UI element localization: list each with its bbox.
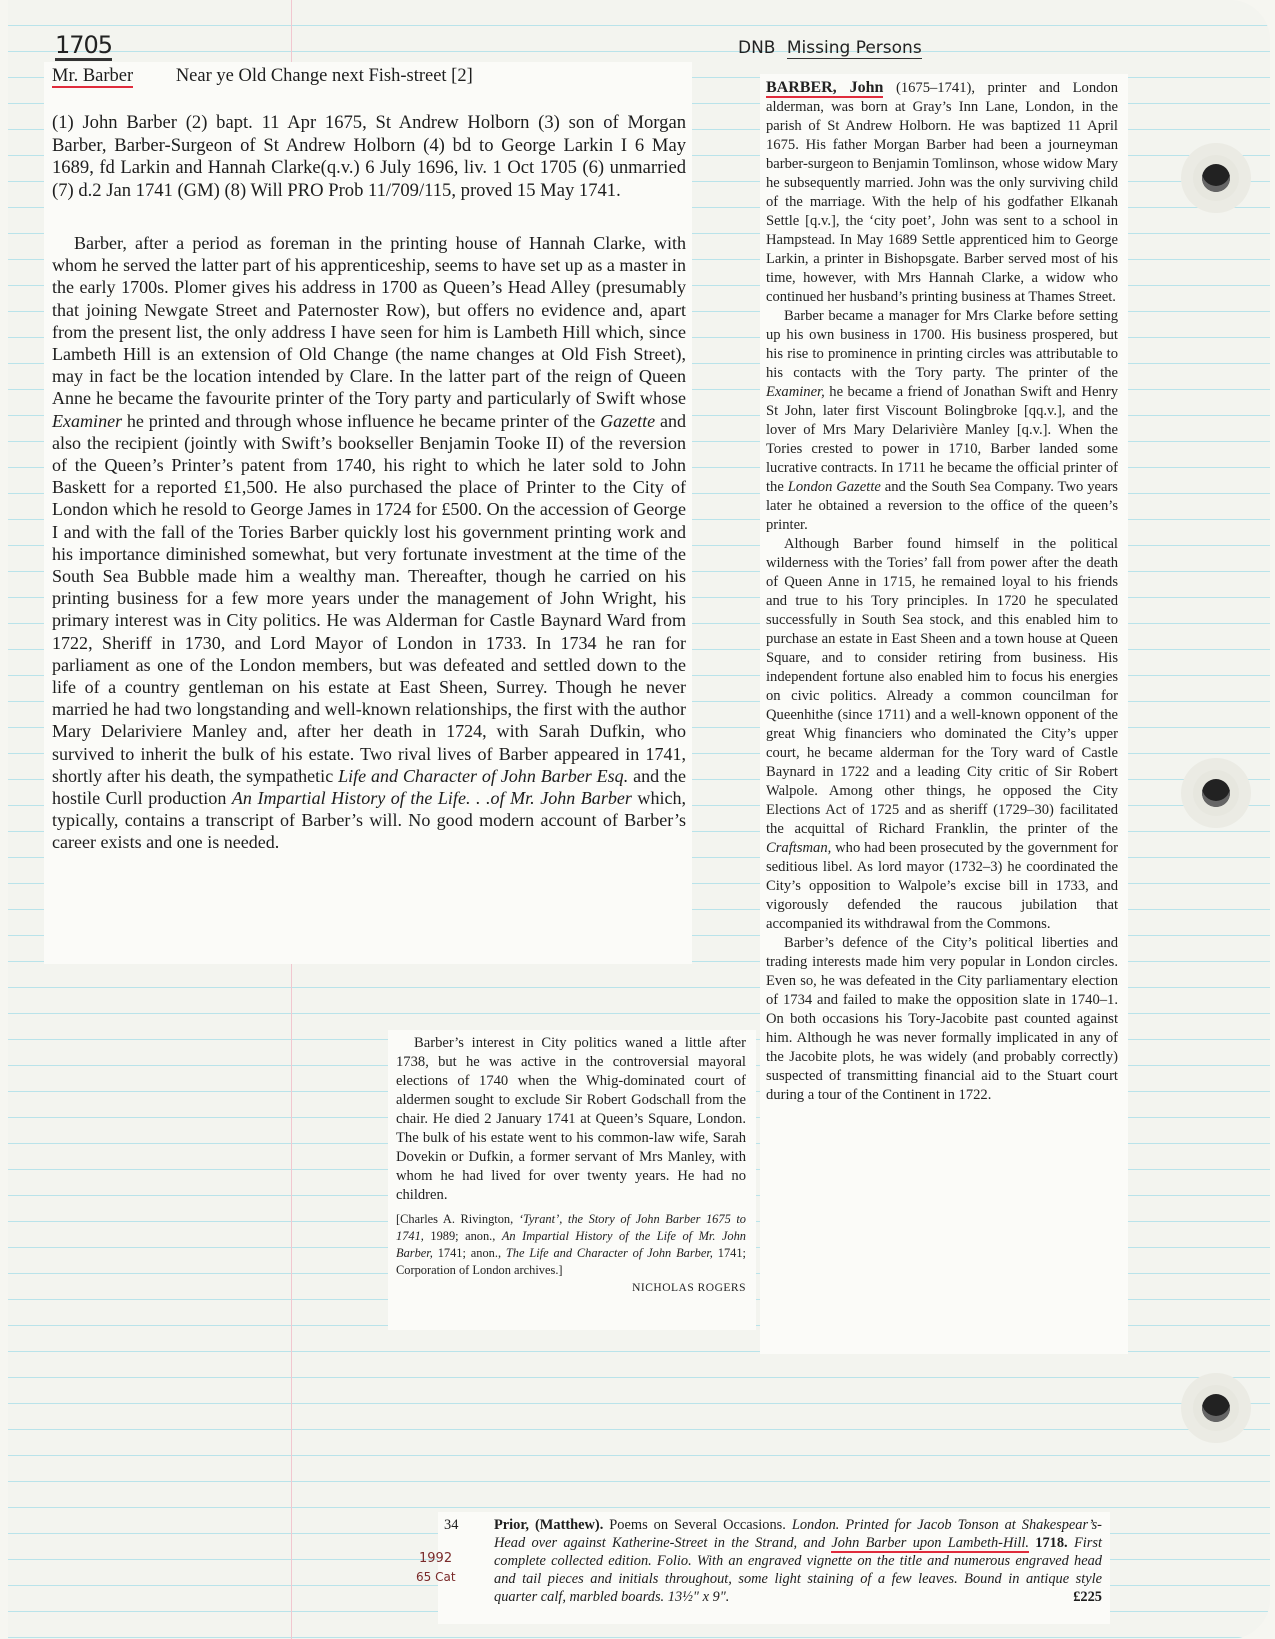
dnb-continuation-clipping [388, 1030, 756, 1330]
dnb-paragraph-4: Barber’s defence of the City’s political liberties and trading interests made him very popular in London circles. Even so, he was defeated in the City parliamentary election of 1734 and failed to make the opposition slate in 1740–1. On both occasions his Tory-Jacobite past counted against him. Although he was never formally implicated in any of the Jacobite plots, he was widely (and probably correctly) suspected of transmitting financial aid to the Stuart court during a tour of the Continent in 1722. [766, 935, 1118, 1103]
entry-body-text: and also the recipient (jointly with Swift’s bookseller Benjamin Tooke II) of the reversion of the Queen’s Printer’s patent from 1740, his right to which he later sold to John Baskett for a reported £1,500. He also purchased the place of Printer to the City of London which he resold to George James in 1724 for £500. On the accession of George I and with the fall of the Tories Barber quickly lost his government printing work and his importance diminished somewhat, but very fortunate investment at the time of the South Sea Bubble made him a wealthy man. Thereafter, though he carried on his printing business for a few more years under the management of John Wright, his primary interest was in City politics. He was Alderman for Castle Baynard Ward from 1722, Sheriff in 1730, and Lord Mayor of London in 1733. In 1734 he ran for parliament as one of the London members, but was defeated and settled down to the life of a country gentleman on his estate at East Sheen, Surrey. Though he never married he had two longstanding and well-known relationships, the first with the author Mary Delariviere Manley and, after her death in 1724, with Sarah Dufkin, who survived to inherit the bulk of his estate. Two rival lives of Barber appeared in 1741, shortly after his death, the sympathetic [52, 410, 687, 786]
catalogue-lot-number: 34 [444, 1517, 459, 1533]
dnb-paragraph-3 [766, 535, 1118, 934]
catalogue-author: Prior, (Matthew). [494, 1517, 604, 1533]
dnb-text: Although Barber found himself in the political wilderness with the Tories’ fall from power after the death of Queen Anne in 1715, he remained loyal to his friends and true to his Tory principles. In 1720 he speculated successfully in South Sea stock, and this enabled him to purchase an estate in East Sheen and a town house at Queen Square, and to consider retiring from business. His independent fortune also enabled him to focus his energies on civic politics. Already a common councilman for Queenhithe (since 1711) and a well-known opponent of the great Whig financiers who dominated the City’s upper court, he became alderman for the Tory ward of Castle Baynard in 1722 and a leading City critic of Sir Robert Walpole. Among other things, he opposed the City Elections Act of 1725 and as sheriff (1729–30) facilitated the acquittal of Richard Franklin, the printer of the [766, 536, 1118, 837]
bib-text: 1989; anon., [430, 1229, 496, 1243]
punch-hole-icon [1193, 770, 1239, 816]
punch-hole-icon [1193, 155, 1239, 201]
dnb-text: he became a friend of Jonathan Swift and Henry St John, later first Viscount Bolingbroke [qq.v.], and the lover of Mrs Mary Delarivière Manley [q.v.]. When the Tories crested to power in 1710, Barber landed some lucrative contracts. In 1711 he became the official printer of the [766, 384, 1118, 495]
entry-body-text: he printed and through whose influence he became printer of the [126, 410, 596, 431]
dnb-paragraph-5: Barber’s interest in City politics waned a little after 1738, but he was active in the controversial mayoral elections of 1740 when the Whig-dominated court of aldermen sought to exclude Sir Robert Godschall from the chair. He died 2 January 1741 at Queen’s Square, London. The bulk of his estate went to his common-law wife, Sarah Dovekin or Dufkin, a former servant of Mrs Manley, with whom he had lived for over twenty years. He had no children. [396, 1035, 746, 1203]
bib-text: 1741; anon., [437, 1246, 502, 1260]
entry-body [52, 232, 686, 854]
handwritten-margin-note: 65 Cat [416, 1570, 456, 1584]
handwritten-year: 1705 [55, 31, 113, 59]
punch-hole-icon [1193, 1385, 1239, 1431]
catalogue-title: Poems on Several Occasions. [609, 1517, 786, 1533]
dnb-headword: BARBER, John [766, 79, 884, 96]
entry-body-examiner: Examiner [52, 410, 123, 431]
bib-text: 1741; Corporation of London archives.] [396, 1246, 746, 1277]
dnb-clipping [760, 74, 1128, 1354]
entry-body-impartial-title: An Impartial History of the Life. . .of Mr. John Barber [231, 788, 632, 809]
catalogue-clipping [438, 1512, 1110, 1624]
dnb-paragraph-1 [766, 78, 1118, 307]
bib-life-title: The Life and Character of John Barber, [505, 1246, 713, 1260]
bib-text: [Charles A. Rivington, [396, 1212, 514, 1226]
entry-body-gazette: Gazette [600, 410, 656, 431]
entry-body-clipping [44, 228, 692, 964]
dnb-gazette: London Gazette [787, 479, 881, 495]
dnb-text: Barber became a manager for Mrs Clarke before setting up his own business in 1700. His business prospered, but his rise to prominence in printing circles was attributable to his contacts with the Tory party. The printer of the [766, 308, 1118, 381]
dnb-examiner: Examiner, [766, 384, 825, 400]
entry-body-text: and the hostile Curll production [52, 765, 687, 809]
dnb-label: DNB [738, 38, 776, 58]
catalogue-year: 1718. [1035, 1535, 1068, 1551]
entry-body-life-title: Life and Character of John Barber Esq. [338, 765, 629, 786]
dnb-craftsman: Craftsman, [766, 840, 832, 856]
catalogue-entry [494, 1516, 1102, 1606]
entry-body-text: Barber, after a period as foreman in the printing house of Hannah Clarke, with whom he served the latter part of his apprenticeship, seems to have set up as a master in the early 1700s. Plomer gives his address in 1700 as Queen’s Head Alley (presumably that joining Newgate Street and Paternoster Row), but offers no evidence and, apart from the present list, the only address I have seen for him is Lambeth Hill which, since Lambeth Hill is an extension of Old Change (the name changes at Old Fish Street), may in fact be the location intended by Clare. In the latter part of the reign of Queen Anne he became the favourite printer of the Tory party and particularly of Swift whose [52, 233, 686, 409]
entry-name: Mr. Barber [52, 66, 134, 86]
bib-impartial-title: An Impartial History of the Life of Mr. John Barber, [396, 1229, 747, 1260]
entry-address: Near ye Old Change next Fish-street [2] [175, 66, 473, 86]
entry-body-text: which, typically, contains a transcript of Barber’s will. No good modern account of Barber’s career exists and one is needed. [52, 788, 686, 853]
dnb-bibliography [396, 1211, 746, 1279]
dnb-title: Missing Persons [786, 38, 922, 58]
dnb-text: and the South Sea Company. Two years later he obtained a reversion to the office of the queen’s printer. [766, 479, 1118, 533]
dnb-paragraph-2 [766, 307, 1118, 535]
dnb-text: (1675–1741), printer and London alderman, was born at Gray’s Inn Lane, London, in the parish of St Andrew Holborn. He was baptized 11 April 1675. His father Morgan Barber had been a journeyman barber-surgeon to Benjamin Tomlinson, whose widow Mary he subsequently married. John was the only surviving child of the marriage. With the help of his godfather Elkanah Settle [q.v.], the ‘city poet’, John was sent to a school in Hampstead. In May 1689 Settle apprenticed him to George Larkin, a printer in Bishopsgate. Barber served most of his time, however, with Mrs Hannah Clarke, a widow who continued her husband’s printing business at Thames Street. [766, 80, 1119, 305]
dnb-text: who had been prosecuted by the government for seditious libel. As lord mayor (1732–3) he coordinated the City’s opposition to Walpole’s excise bill in 1733, and vigorously defended the raucous jubilation that accompanied its withdrawal from the Commons. [766, 840, 1118, 932]
catalogue-imprint: London. Printed for Jacob Tonson at Shakespear’s-Head over against Katherine-Street in the Strand, and [494, 1517, 1102, 1551]
handwritten-margin-year: 1992 [419, 1551, 453, 1566]
catalogue-imprint-barber: John Barber upon Lambeth-Hill. [831, 1535, 1029, 1551]
dnb-author: NICHOLAS ROGERS [632, 1282, 746, 1294]
bib-tyrant-title: ‘Tyrant’, the Story of John Barber 1675 to 1741, [396, 1212, 746, 1243]
handwritten-dnb-heading [738, 38, 922, 58]
catalogue-description: First complete collected edition. Folio. With an engraved vignette on the title and numerous engraved head and tail pieces and initials throughout, some light staining of a few leaves. Bound in antique style quarter calf, marbled boards. 13½" x 9". [494, 1535, 1102, 1605]
catalogue-price: £225 [1073, 1589, 1102, 1605]
entry-summary: (1) John Barber (2) bapt. 11 Apr 1675, St Andrew Holborn (3) son of Morgan Barber, Barber-Surgeon of St Andrew Holborn (4) bd to George Larkin I 6 May 1689, fd Larkin and Hannah Clarke(q.v.) 6 July 1696, liv. 1 Oct 1705 (6) unmarried (7) d.2 Jan 1741 (GM) (8) Will PRO Prob 11/709/115, proved 15 May 1741. [52, 112, 686, 201]
